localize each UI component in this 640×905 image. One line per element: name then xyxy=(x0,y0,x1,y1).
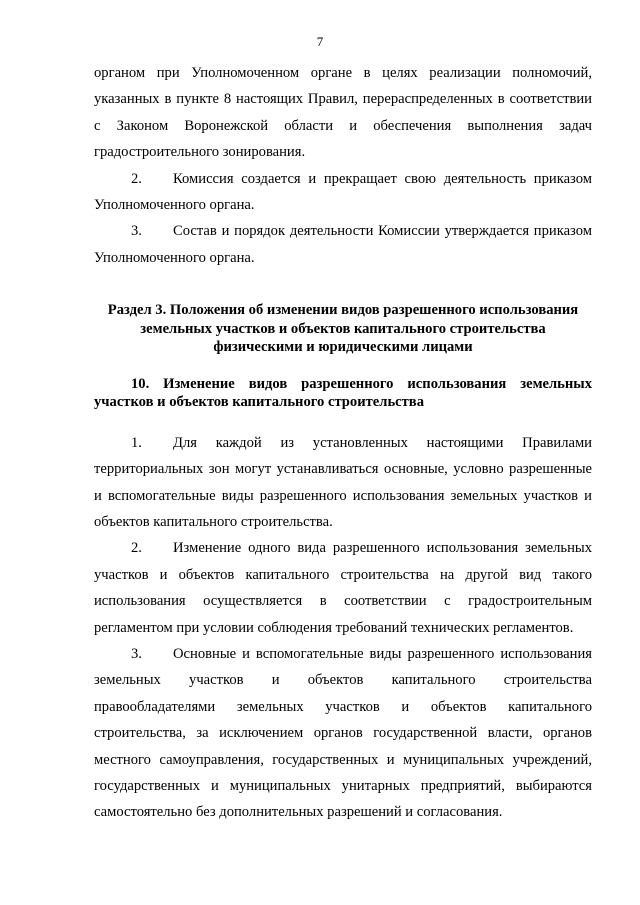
item-text: Для каждой из установленных настоящими Правилами территориальных зон могут устанавливаться основные, условно разрешенные и вспомогательные виды разрешенного использования земельных участков и объектов капитального строительства. xyxy=(94,434,592,530)
document-body xyxy=(94,60,592,826)
item-text: Основные и вспомогательные виды разрешенного использования земельных участков и объектов капитального строительства правообладателями земельных участков и объектов капитального строительства, за исключением органов государственной власти, органов местного самоуправления, государственных и муниципальных учреждений, государственных и муниципальных унитарных предприятий, выбираются самостоятельно без дополнительных разрешений и согласования. xyxy=(94,646,592,821)
section-heading-line: Раздел 3. Положения об изменении видов разрешенного использования xyxy=(107,302,579,319)
spacer xyxy=(94,412,592,430)
paragraph-item xyxy=(94,535,592,641)
item-text: Изменение одного вида разрешенного использования земельных участков и объектов капитального строительства на другой вид такого использования осуществляется в соответствии с градостроительным регламентом при условии соблюдения требований технических регламентов. xyxy=(94,540,592,636)
section-heading-line: физическими и юридическими лицами xyxy=(213,339,473,356)
page-number: 7 xyxy=(316,34,324,49)
item-number: 2. xyxy=(131,170,142,187)
item-number: 1. xyxy=(131,434,142,451)
section-heading-line: земельных участков и объектов капитального строительства xyxy=(140,320,546,337)
continuation-paragraph: органом при Уполномоченном органе в целях реализации полномочий, указанных в пункте 8 настоящих Правил, перераспределенных в соответствии с Законом Воронежской области и обеспечения выполнения задач градостроительного зонирования. xyxy=(94,65,592,161)
item-text: Комиссия создается и прекращает свою деятельность приказом Уполномоченного органа. xyxy=(94,170,592,214)
paragraph-item xyxy=(94,430,592,536)
item-number: 3. xyxy=(131,646,142,662)
paragraph-item xyxy=(94,641,592,826)
paragraph-item xyxy=(94,218,592,271)
item-number: 3. xyxy=(131,223,142,240)
section-heading xyxy=(94,301,592,357)
article-heading: 10. Изменение видов разрешенного использования земельных участков и объектов капитального строительства xyxy=(94,375,592,411)
item-text: Состав и порядок деятельности Комиссии утверждается приказом Уполномоченного органа. xyxy=(94,223,592,266)
paragraph-item xyxy=(94,166,592,219)
spacer xyxy=(94,271,592,301)
spacer xyxy=(94,357,592,375)
item-number: 2. xyxy=(131,540,142,557)
